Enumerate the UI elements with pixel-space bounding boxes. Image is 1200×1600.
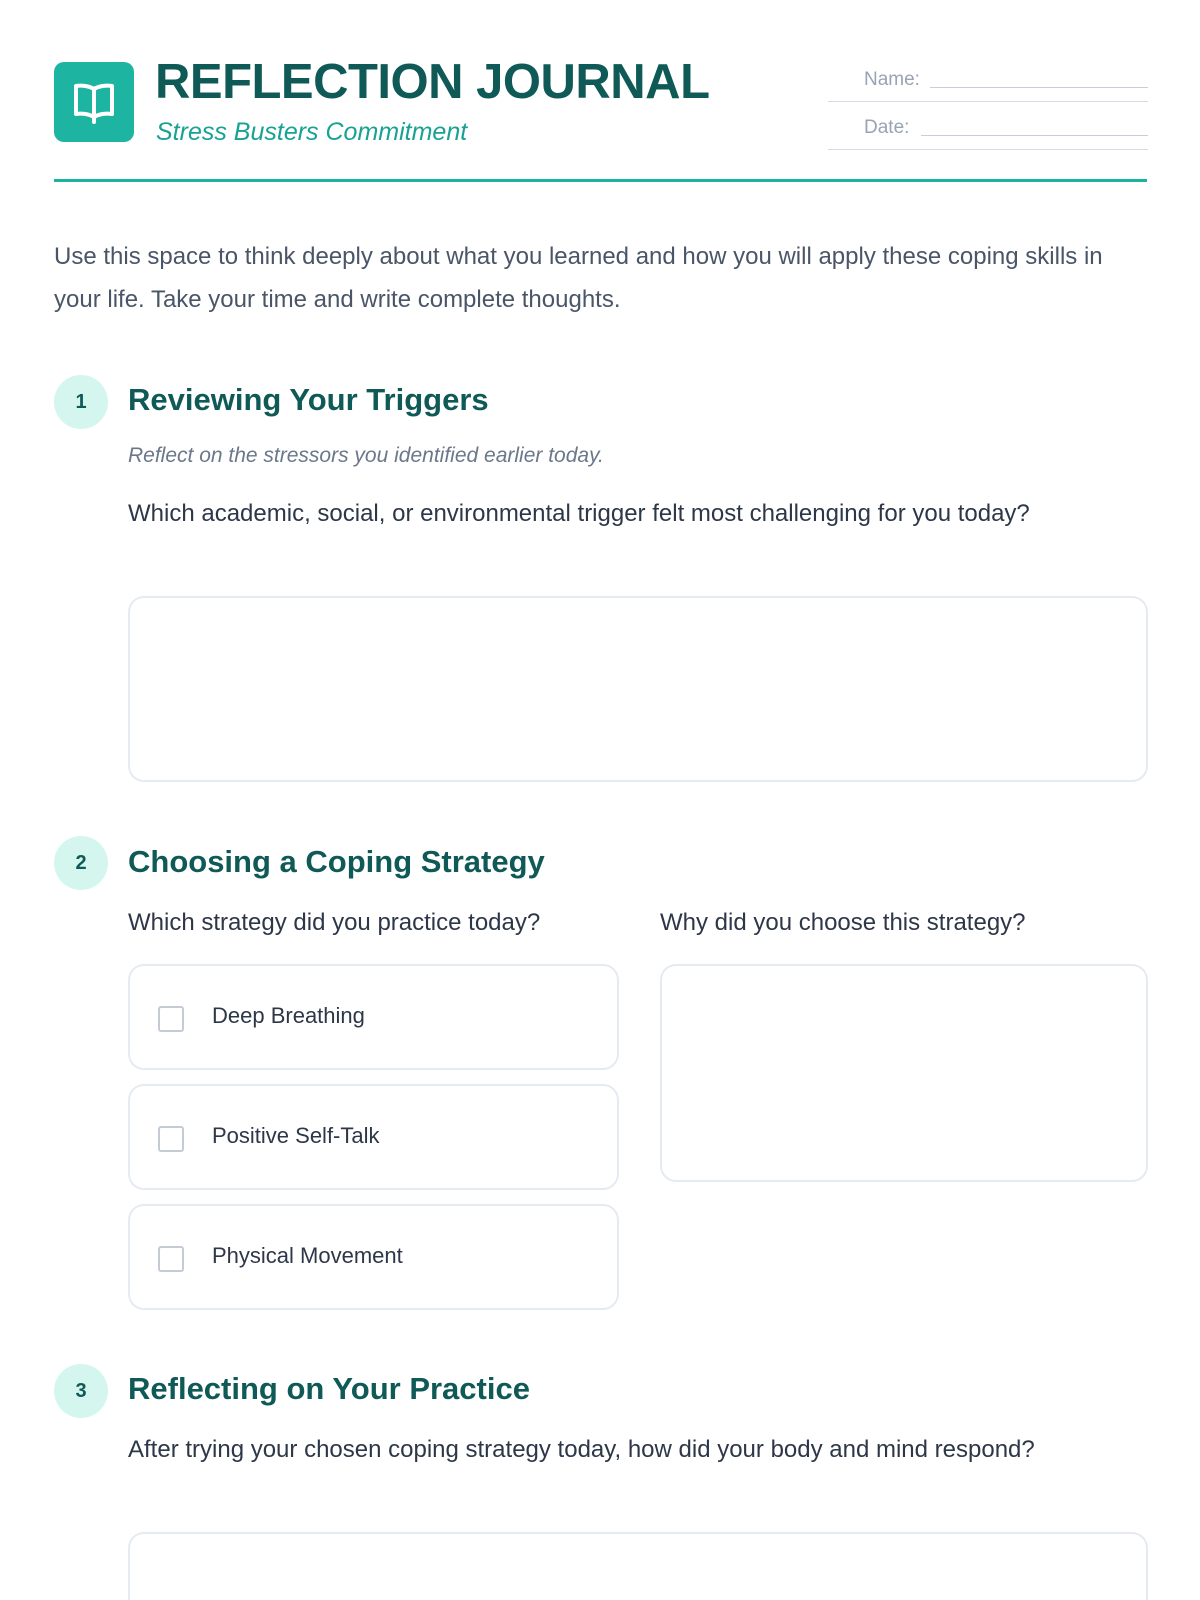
section-1-answer-box[interactable] [128, 596, 1148, 782]
intro-text: Use this space to think deeply about what you learned and how you will apply these coping skills in your life. Take your time and write complete thoughts. [54, 243, 1103, 313]
section-2-badge: 2 [54, 836, 108, 890]
open-book-icon [68, 76, 120, 128]
section-2-left-question: Which strategy did you practice today? [128, 909, 541, 936]
section-2-answer-box[interactable] [660, 964, 1148, 1182]
section-1-badge: 1 [54, 375, 108, 429]
section-2-right-question: Why did you choose this strategy? [660, 909, 1026, 936]
section-3-question: After trying your chosen coping strategy today, how did your body and mind respond? [128, 1436, 1035, 1463]
section-3-badge: 3 [54, 1364, 108, 1418]
section-1-title: Reviewing Your Triggers [128, 382, 489, 417]
strategy-option-label: Physical Movement [212, 1243, 403, 1268]
page-subtitle: Stress Busters Commitment [156, 118, 468, 146]
date-label: Date: [864, 117, 910, 138]
checkbox[interactable] [158, 1006, 184, 1032]
strategy-option-positive-self-talk[interactable] [128, 1084, 619, 1190]
date-field-row [828, 102, 1148, 150]
name-field-row [828, 54, 1148, 102]
journal-header [54, 54, 1147, 182]
strategy-option-physical-movement[interactable] [128, 1204, 619, 1310]
section-3-title: Reflecting on Your Practice [128, 1371, 530, 1406]
checkbox[interactable] [158, 1246, 184, 1272]
checkbox[interactable] [158, 1126, 184, 1152]
strategy-option-deep-breathing[interactable] [128, 964, 619, 1070]
date-field[interactable] [921, 135, 1148, 136]
strategy-option-label: Positive Self-Talk [212, 1123, 380, 1148]
section-1-hint: Reflect on the stressors you identified earlier today. [128, 444, 604, 467]
logo [54, 62, 134, 142]
name-label: Name: [864, 69, 920, 90]
name-field[interactable] [930, 87, 1148, 88]
page-title: REFLECTION JOURNAL [155, 55, 710, 109]
section-1-question: Which academic, social, or environmental trigger felt most challenging for you today? [128, 500, 1030, 527]
section-2-title: Choosing a Coping Strategy [128, 844, 545, 879]
section-3-answer-box[interactable] [128, 1532, 1148, 1600]
strategy-option-label: Deep Breathing [212, 1003, 365, 1028]
